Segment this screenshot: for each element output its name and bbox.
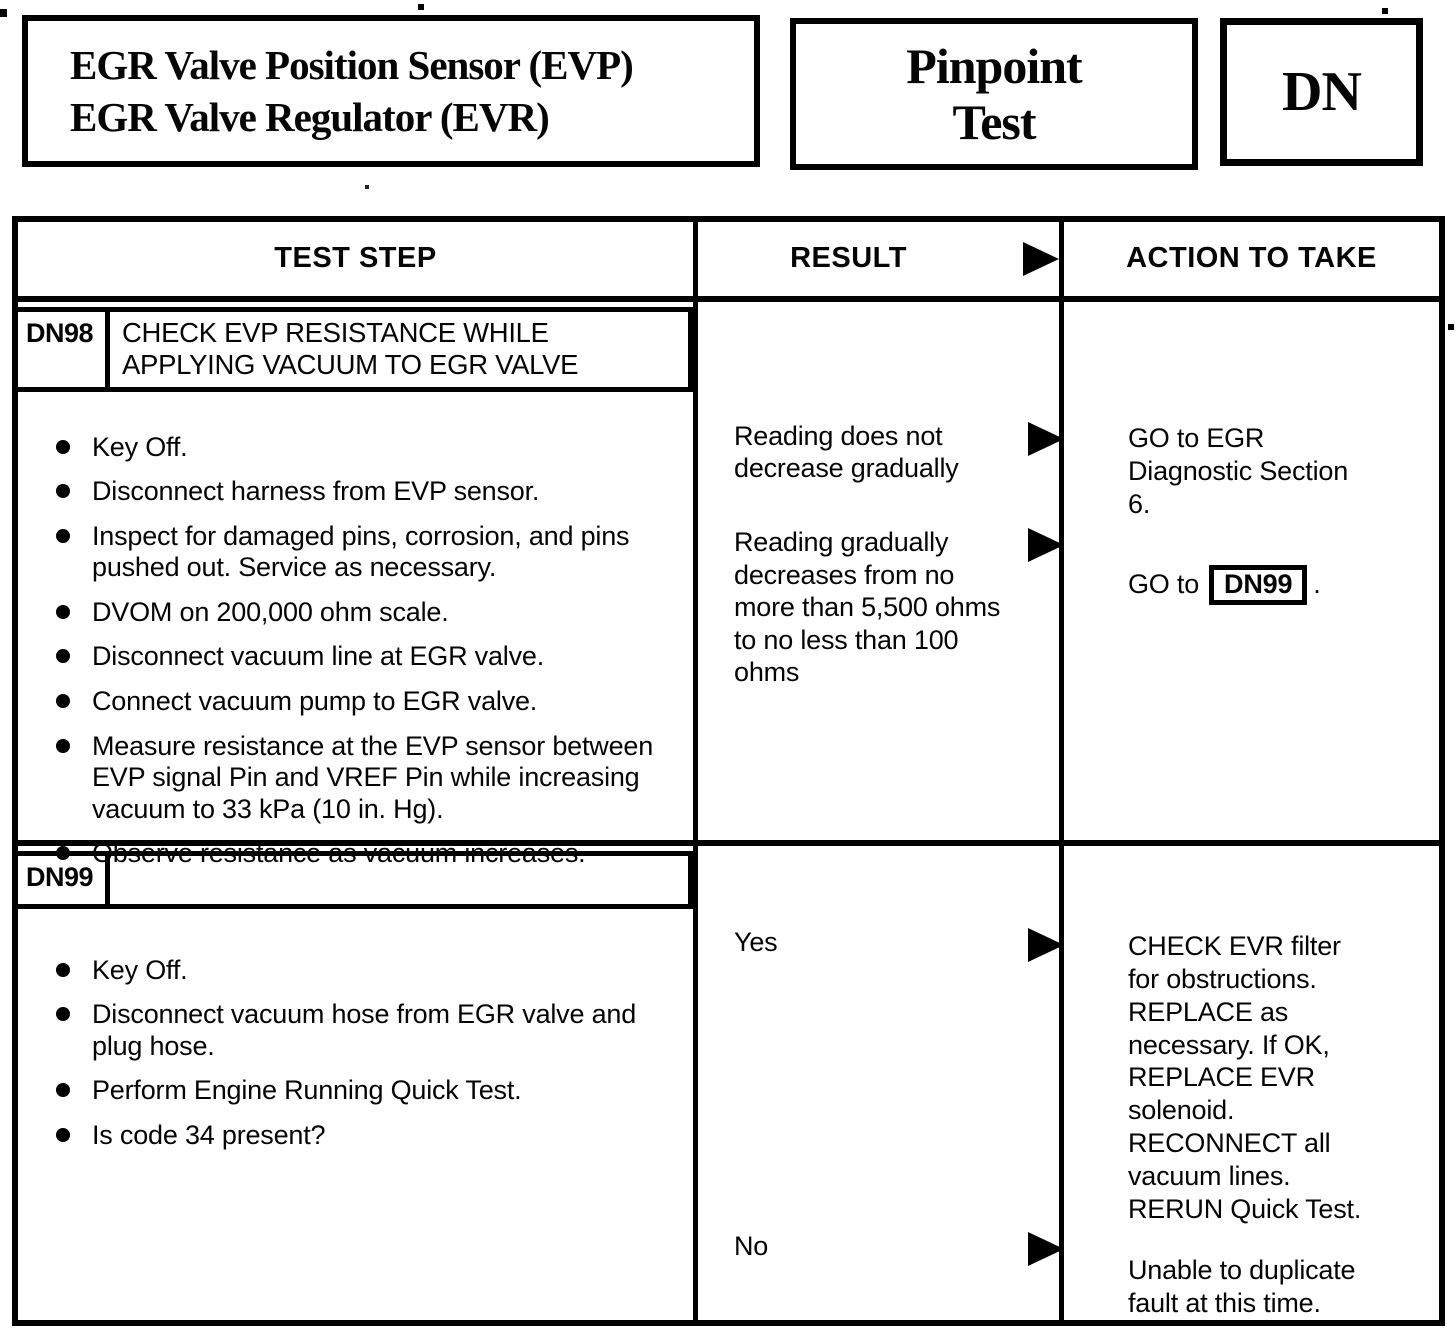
dn98-step-header [18,307,693,392]
col-header-test-step [18,222,698,296]
table-header-row [18,222,1439,302]
list-item: Observe resistance as vacuum increases. [52,838,679,870]
dn98-test-step-cell [18,302,698,869]
result-arrow-icon [1028,1232,1064,1266]
list-item: Perform Engine Running Quick Test. [52,1075,679,1107]
dn98-action-2 [1128,565,1369,605]
result-arrow-icon [1028,528,1064,562]
list-item: Disconnect harness from EVP sensor. [52,476,679,508]
col-header-result [698,222,1064,296]
action-header-label: ACTION TO TAKE [1126,242,1377,275]
dn99-result-no-text: No [734,1231,769,1262]
dn99-action-yes: CHECK EVR filter for obstructions. REPLACE as necessary. If OK, REPLACE EVR solenoid. RECONNECT all vacuum lines. RERUN Quick Test. [1128,930,1362,1225]
list-item: Key Off. [52,432,679,464]
dn98-action-1: GO to EGR Diagnostic Section 6. [1128,422,1349,519]
dn98-procedure-list [18,392,693,870]
dn99-result-cell [698,846,1064,1320]
list-item: Disconnect vacuum hose from EGR valve and plug hose. [52,999,679,1062]
dn99-action-no: Unable to duplicate fault at this time. [1128,1255,1356,1319]
list-item: Inspect for damaged pins, corrosion, and pins pushed out. Service as necessary. [52,521,679,584]
dn99-result-yes-text: Yes [734,926,778,957]
section-code-box [1220,18,1423,166]
dn98-step-title: CHECK EVP RESISTANCE WHILE APPLYING VACUUM TO EGR VALVE [122,316,579,381]
list-item: Is code 34 present? [52,1120,679,1152]
list-item: DVOM on 200,000 ohm scale. [52,597,679,629]
dn98-action-cell [1064,302,1439,840]
pinpoint-test-box [790,18,1198,170]
section-code: DN [1282,61,1361,123]
dn99-step-id: DN99 [18,856,110,904]
document-title-line2: EGR Valve Regulator (EVR) [70,94,549,140]
pinpoint-label-line1: Pinpoint [906,38,1082,94]
pinpoint-test-table [12,216,1445,1326]
result-header-arrow-icon [1023,242,1059,276]
list-item: Measure resistance at the EVP sensor between EVP signal Pin and VREF Pin while increasing vacuum to 33 kPa (10 in. Hg). [52,731,679,826]
test-step-dn98-row [18,302,1439,869]
dn99-test-step-cell [18,846,698,1320]
dn98-action-2-suffix: . [1313,568,1321,599]
dn99-result-yes [734,926,1059,958]
dn98-result-1 [734,420,1059,485]
dn98-result-cell [698,302,1064,840]
document-title-line1: EGR Valve Position Sensor (EVP) [70,41,633,88]
dn99-action-cell [1064,846,1439,1320]
dn98-result-2 [734,526,1059,688]
dn98-result-2-text: Reading gradually decreases from no more than 5,500 ohms to no less than 100 ohms [734,527,1001,688]
result-arrow-icon [1028,928,1064,962]
list-item: Connect vacuum pump to EGR valve. [52,686,679,718]
dn98-result-1-text: Reading does not decrease gradually [734,420,959,484]
dn99-procedure-list [18,909,693,1152]
col-header-action [1064,222,1439,296]
result-arrow-icon [1028,422,1064,456]
dn99-step-reference: DN99 [1209,565,1307,605]
list-item: Disconnect vacuum line at EGR valve. [52,641,679,673]
test-step-dn99-row [18,846,1439,1320]
dn98-action-2-prefix: GO to [1128,568,1200,599]
list-item: Key Off. [52,955,679,987]
pinpoint-label-line2: Test [952,94,1036,150]
dn99-result-no [734,1230,1059,1262]
document-title-box [22,15,760,167]
scan-noise [0,0,2,2]
dn98-step-id: DN98 [18,312,110,387]
result-header-label: RESULT [790,242,907,275]
test-step-header-label: TEST STEP [274,242,437,275]
